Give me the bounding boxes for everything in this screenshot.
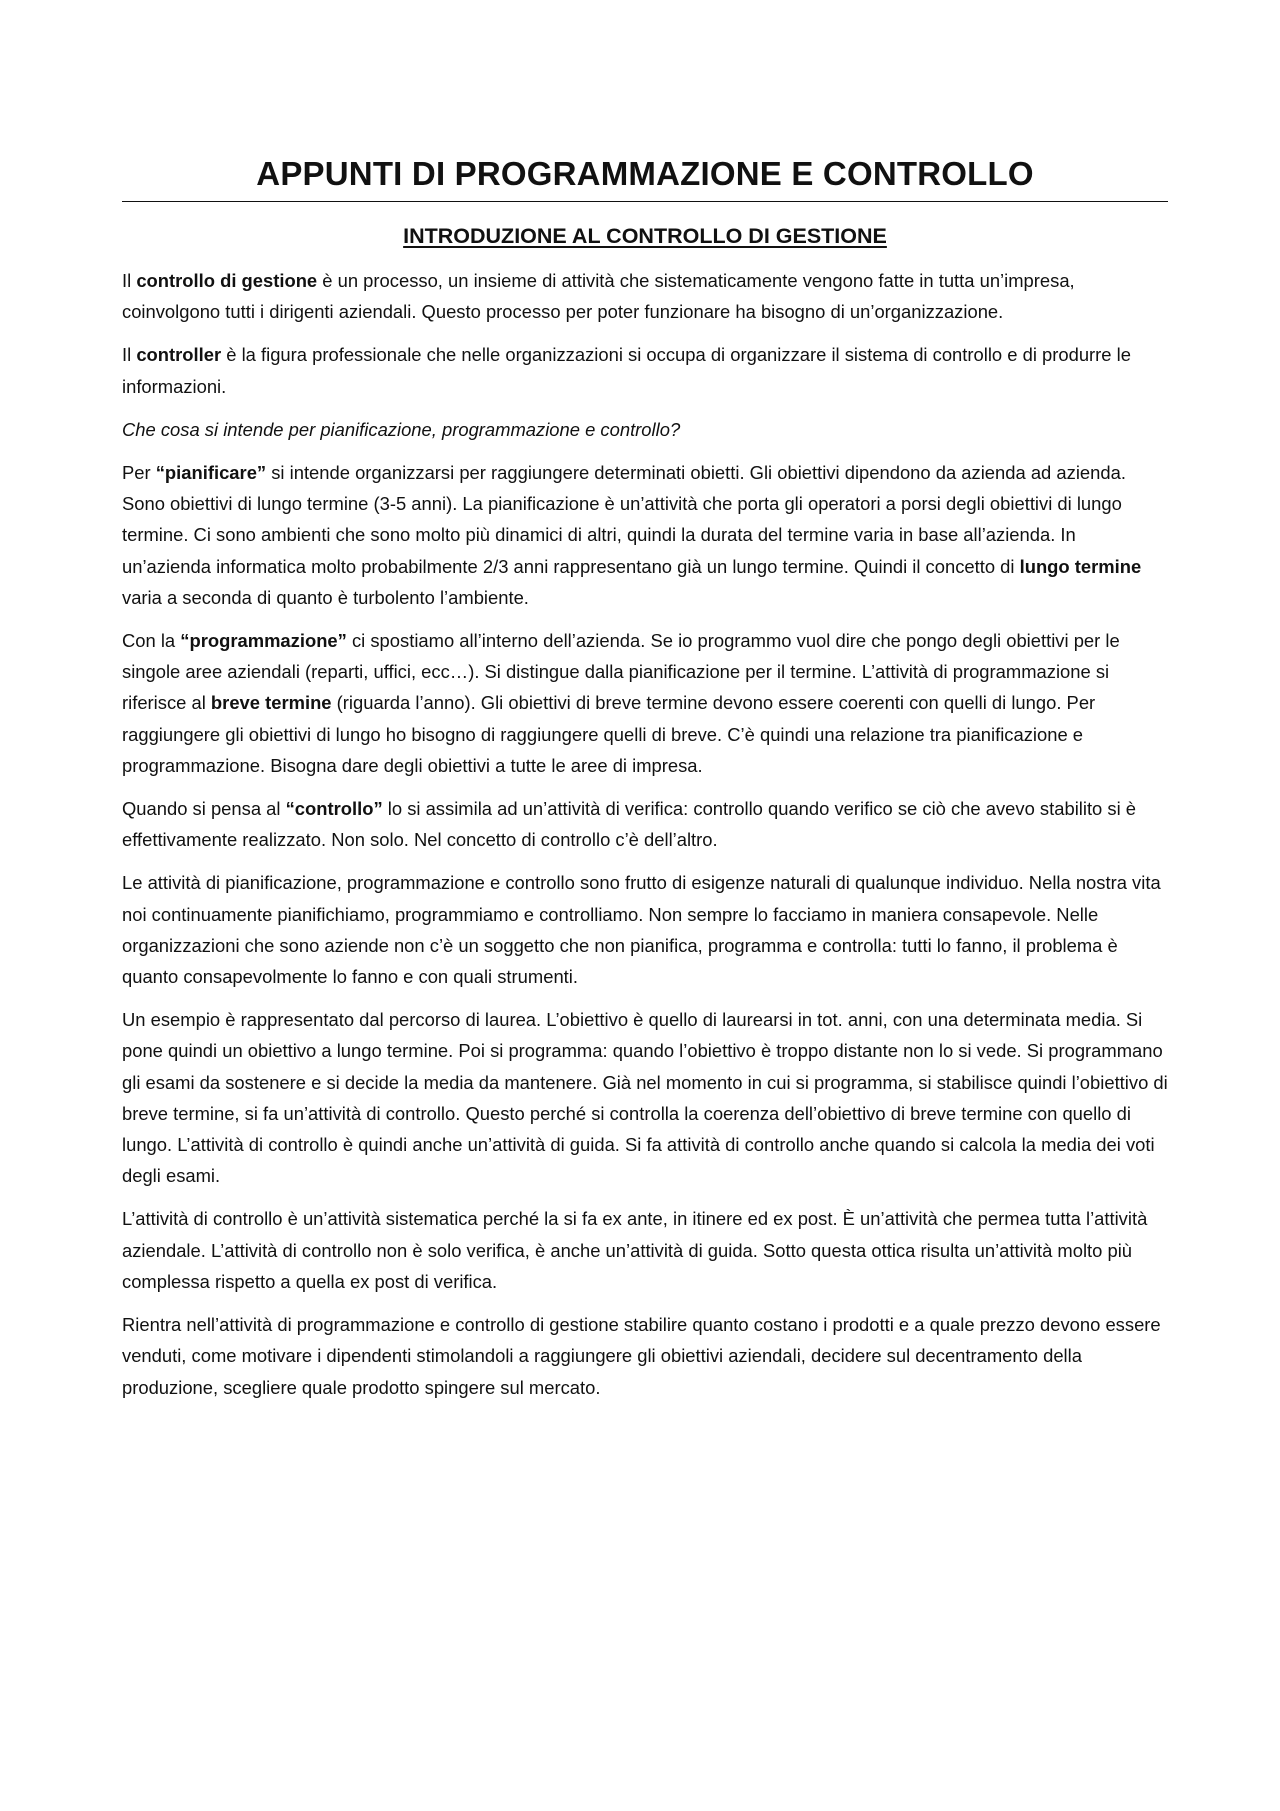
paragraph-text: Con la [122, 630, 181, 652]
paragraph-text: è la figura professionale che nelle organizzazioni si occupa di organizzare il sistema di controllo e di produrre le informazioni. [122, 344, 1131, 397]
paragraph-text: (riguarda l’anno). Gli obiettivi di breve termine devono essere coerenti con quelli di lungo. Per raggiungere gli obiettivi di lungo ho bisogno di raggiungere quelli di breve. C’è quindi una relazione tra pianificazione e programmazione. Bisogna dare degli obiettivi a tutte le aree di impresa. [122, 692, 1096, 776]
paragraph-text: Che cosa si intende per pianificazione, programmazione e controllo? [122, 418, 681, 440]
bold-term: lungo termine [1019, 555, 1142, 577]
bold-term: “controllo” [285, 798, 383, 820]
body-paragraph [122, 1309, 1168, 1403]
question-paragraph [122, 414, 1168, 445]
paragraph-text: Il [122, 344, 137, 366]
bold-term: controllo di gestione [136, 270, 318, 291]
paragraph-text: è un processo, un insieme di attività che sistematicamente vengono fatte in tutta un’impresa, coinvolgono tutti i dirigenti aziendali. Questo processo per poter funzionare ha bisogno di un’organizzazione. [122, 270, 1075, 323]
paragraph-text: Quando si pensa al [122, 798, 286, 820]
body-paragraph [122, 867, 1168, 992]
paragraph-text: si intende organizzarsi per raggiungere determinati obietti. Gli obiettivi dipendono da azienda ad azienda. Sono obiettivi di lungo termine (3-5 anni). La pianificazione è un’attività che porta gli operatori a porsi degli obiettivi di lungo termine. Ci sono ambienti che sono molto più dinamici di altri, quindi la durata del termine varia in base all’azienda. In un’azienda informatica molto probabilmente 2/3 anni rappresentano già un lungo termine. Quindi il concetto di [122, 462, 1126, 577]
body-paragraph [122, 339, 1168, 401]
body-paragraph [122, 793, 1168, 855]
bold-term: breve termine [210, 692, 332, 714]
section-title: INTRODUZIONE AL CONTROLLO DI GESTIONE [403, 224, 887, 248]
body-paragraph [122, 457, 1168, 613]
paragraph-text: Un esempio è rappresentato dal percorso di laurea. L’obiettivo è quello di laurearsi in tot. anni, con una determinata media. Si pone quindi un obiettivo a lungo termine. Poi si programma: quando l’obiettivo è troppo distante non lo si vede. Si programmano gli esami da sostenere e si decide la media da mantenere. Già nel momento in cui si programma, si stabilisce quindi l’obiettivo di breve termine, si fa un’attività di controllo. Questo perché si controlla la coerenza dell’obiettivo di breve termine con quello di lungo. L’attività di controllo è quindi anche un’attività di guida. Si fa attività di controllo anche quando si calcola la media dei voti degli esami. [122, 1009, 1168, 1187]
document-body [122, 265, 1168, 1403]
paragraph-text: Rientra nell’attività di programmazione e controllo di gestione stabilire quanto costano i prodotti e a quale prezzo devono essere venduti, come motivare i dipendenti stimolandoli a raggiungere gli obiettivi aziendali, decidere sul decentramento della produzione, scegliere quale prodotto spingere sul mercato. [122, 1314, 1161, 1398]
body-paragraph [122, 1203, 1168, 1297]
paragraph-text: lo si assimila ad un’attività di verifica: controllo quando verifico se ciò che avevo stabilito si è effettivamente realizzato. Non solo. Nel concetto di controllo c’è dell’altro. [122, 798, 1137, 851]
paragraph-text: L’attività di controllo è un’attività sistematica perché la si fa ex ante, in itinere ed ex post. È un’attività che permea tutta l’attività aziendale. L’attività di controllo non è solo verifica, è anche un’attività di guida. Sotto questa ottica risulta un’attività molto più complessa rispetto a quella ex post di verifica. [122, 1208, 1148, 1292]
paragraph-text: Per [122, 462, 156, 484]
bold-term: “programmazione” [180, 630, 347, 652]
document-title: APPUNTI DI PROGRAMMAZIONE E CONTROLLO [122, 155, 1168, 202]
body-paragraph [122, 625, 1168, 781]
bold-term: “pianificare” [155, 462, 267, 484]
paragraph-text: Il [122, 270, 137, 291]
document-page [122, 155, 1168, 1415]
paragraph-text: ci spostiamo all’interno dell’azienda. Se io programmo vuol dire che pongo degli obiettivi per le singole aree aziendali (reparti, uffici, ecc…). Si distingue dalla pianificazione per il termine. L’attività di programmazione si riferisce al [122, 630, 1120, 714]
paragraph-text: Le attività di pianificazione, programmazione e controllo sono frutto di esigenze naturali di qualunque individuo. Nella nostra vita noi continuamente pianifichiamo, programmiamo e controlliamo. Non sempre lo facciamo in maniera consapevole. Nelle organizzazioni che sono aziende non c’è un soggetto che non pianifica, programma e controlla: tutti lo fanno, il problema è quanto consapevolmente lo fanno e con quali strumenti. [122, 872, 1161, 988]
body-paragraph [122, 265, 1168, 327]
body-paragraph [122, 1004, 1168, 1191]
bold-term: controller [136, 344, 222, 366]
paragraph-text: varia a seconda di quanto è turbolento l’ambiente. [122, 586, 529, 608]
